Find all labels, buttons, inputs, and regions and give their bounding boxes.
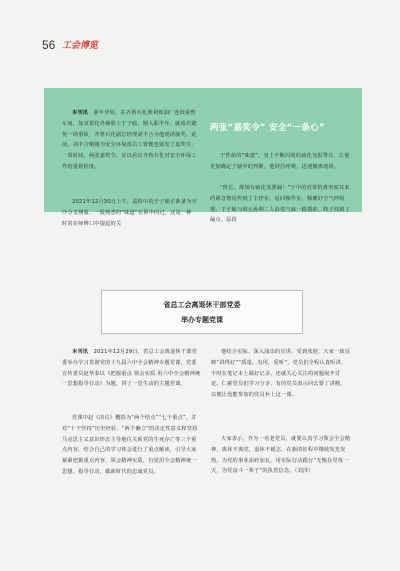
feature-paragraph-1 — [62, 108, 197, 194]
article-lead: 本刊讯 — [72, 349, 89, 355]
article-col2-paragraph-2: 大家表示，作为一名老党员，就要认真学习领会全会精神，离休不离党，退休不褪志，在新的征程中继续发光发热，为党的事业添砖加瓦，用实际行动践行“无愧在党每一天，为党奋斗一辈子”的执着信念。（刘泽） — [211, 436, 351, 475]
article-title-line-2: 举办专题党课 — [181, 316, 223, 324]
article-col1-paragraph-1 — [62, 347, 202, 390]
article-col1-paragraph-2: 党课中赵《决议》概括为“两个结点”“七个重点”，并对“十个坚持”历史经验、“两个确立”的决定性意义和坚持马克思主义意识形态主导地位关系党的生死存亡等三个重点内容，结合自己的学习体会进行了重点解读，引导大家紧紧把握重点内容，领会精神实质，自觉用全会精神统一思想、指导行动，做新时代的忠诚党员。 — [62, 415, 198, 475]
feature-paragraph-4: “班长，现场有硫化氢泄漏！”于中的对讲机将突如其来的紧急情况传到了主控室。返回操作室，佩戴好空气呼吸器，于子硕与班元孙帅二人沿着气味一路摸索，终于找到了漏点。原段 — [210, 185, 351, 224]
article-title-line-1: 省总工会离退休干部党委 — [163, 301, 241, 309]
feature-lead: 本刊讯 — [72, 110, 89, 116]
feature-headline: 两张“嘉奖令” 安全“一条心” — [210, 123, 325, 133]
article-col2-paragraph-1: 他结合实际、深入浅出的宣讲，受到欢迎。大家一致反映“讲得好”“质量，有用，爱听”，党员们全程认真听讲，不时在笔记本上做好记录，还就关心关注的问题展开讨论。仁慈党员们学习分享，有的党员表示回去要了讲精，以便让没能参加的党员补上这一课。 — [211, 349, 351, 399]
article-title-box — [101, 290, 303, 334]
article-col1-paragraph-1-text: 2021年12月29日，省总工会离退休干部党委举办学习贯彻党的十九届六中全会精神专题党课，党委宣传委员赵华泰以《把握重点 领会实质 用六中全会精神统一思想指导行动》为题，讲了一堂生动的主题党课。 — [62, 349, 201, 388]
feature-paragraph-3: 于性命的“味道”。身上不断闪现的硫化氢报警仪，让他更加确定了脑中的判断，他屏住呼吸，迅速撤离现场。 — [210, 153, 350, 170]
page-number: 56 — [42, 38, 56, 52]
feature-paragraph-2: 2021年12月30日上午，巡检中的于子硕正准备为空冷分支测温，一股熟悉的“味道”在鼻中闪过，这是一种时常在师傅口中提起的关 — [62, 199, 197, 227]
magazine-logo: 工会博览 — [62, 41, 99, 51]
feature-paragraph-1-text: 新年伊始，在齐鲁石化胜利炼油厂连续重整车间，加氢裂化外操职工于子硕、刚入职半年，就成功避免一场事故，齐鲁石化副总经理刘丰合为他现场颁奖。此前，刘丰合刚刚为安全环保部员工曹健也颁发了嘉奖令。一周时间，两张嘉奖令，证以看出齐鲁石化对安全环保工作的重视程度。 — [62, 110, 197, 170]
